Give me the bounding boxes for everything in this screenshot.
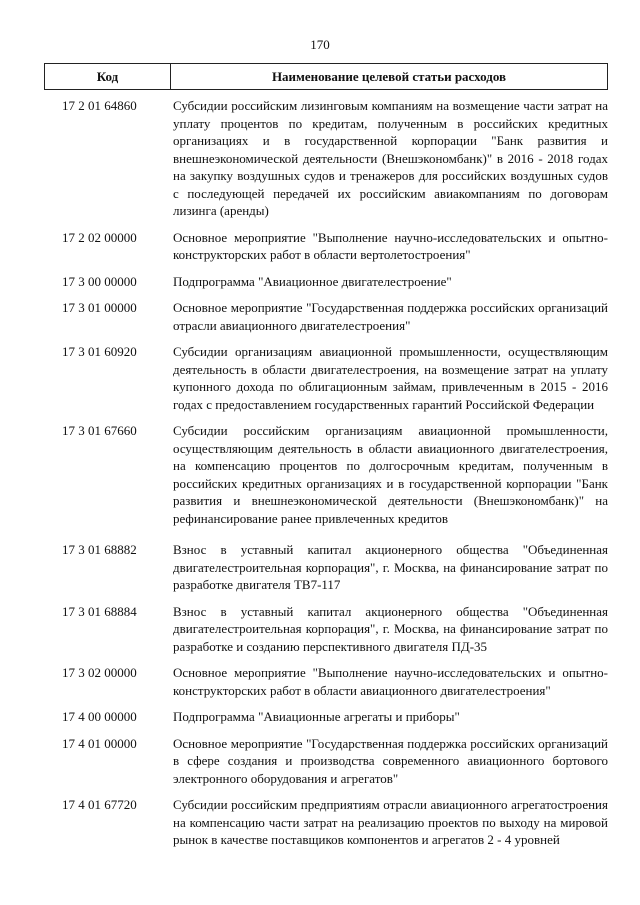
row-code: 17 3 00 00000	[62, 273, 137, 289]
row-code: 17 2 02 00000	[62, 229, 137, 245]
table-row	[62, 422, 608, 527]
row-name: Взнос в уставный капитал акционерного общества "Объединенная двигателестроительная корпорация", г. Москва, на финансирование затрат по разработке двигателя ТВ7-117	[173, 542, 608, 592]
column-header-code: Код	[45, 64, 171, 89]
table-body	[62, 97, 608, 858]
row-code: 17 3 01 67660	[62, 423, 137, 438]
row-name: Основное мероприятие "Государственная поддержка российских организаций в сфере создания и производства современного авиационного бортового электронного оборудования и агрегатов"	[173, 735, 608, 786]
table-row	[62, 664, 608, 699]
table-row	[62, 229, 608, 264]
row-name: Субсидии российским организациям авиационной промышленности, осуществляющим деятельность в области авиационного двигателестроения, на компенсацию процентов по долгосрочным кредитам, полученным в российских кредитных организациях и в государственной корпорации "Банк развития и внешнеэкономической деятельности (Внешэкономбанк)" на рефинансирование ранее привлеченных кредитов	[173, 423, 608, 526]
table-row	[62, 603, 608, 656]
table-row	[62, 299, 608, 334]
row-name: Основное мероприятие "Выполнение научно-исследовательских и опытно-конструкторских работ в области авиационного двигателестроения"	[173, 665, 608, 698]
row-name: Основное мероприятие "Государственная поддержка российских организаций отрасли авиационного двигателестроения"	[173, 300, 608, 333]
table-row	[62, 796, 608, 849]
table-row	[62, 343, 608, 413]
row-code: 17 3 01 68882	[62, 542, 137, 557]
table-header	[44, 63, 608, 90]
table-row	[62, 708, 608, 726]
table-row	[62, 735, 608, 788]
row-code: 17 3 01 00000	[62, 300, 137, 315]
row-code: 17 3 01 60920	[62, 344, 137, 359]
table-row	[62, 541, 608, 594]
row-code: 17 2 01 64860	[62, 98, 137, 113]
row-name: Подпрограмма "Авиационное двигателестроение"	[173, 273, 452, 289]
table-row	[62, 97, 608, 220]
page-number: 170	[310, 37, 330, 52]
row-code: 17 4 01 67720	[62, 797, 137, 812]
row-code: 17 4 00 00000	[62, 709, 137, 724]
table-row	[62, 273, 608, 291]
row-name: Основное мероприятие "Выполнение научно-исследовательских и опытно-конструкторских работ в области вертолетостроения"	[173, 229, 608, 262]
column-header-name: Наименование целевой статьи расходов	[271, 68, 507, 84]
row-code: 17 3 01 68884	[62, 603, 137, 619]
row-name: Субсидии организациям авиационной промышленности, осуществляющим деятельность в области двигателестроения, на возмещение затрат на уплату купонного дохода по облигационным займам, привлеченным в 2015 - 2016 годах с предоставлением государственных гарантий Российской Федерации	[173, 344, 608, 412]
row-name: Подпрограмма "Авиационные агрегаты и приборы"	[173, 709, 460, 724]
row-name: Взнос в уставный капитал акционерного общества "Объединенная двигателестроительная корпорация", г. Москва, на финансирование затрат по разработке и созданию перспективного двигателя ПД-35	[173, 603, 608, 654]
row-name: Субсидии российским лизинговым компаниям на возмещение части затрат на уплату процентов по кредитам, полученным в российских кредитных организациях и в государственной корпорации "Банк развития и внешнеэкономической деятельности (Внешэкономбанк)" в 2016 - 2018 годах на закупку воздушных судов и тренажеров для российских воздушных судов с последующей передачей их российским авиакомпаниям по договорам лизинга (аренды)	[173, 98, 608, 218]
row-code: 17 4 01 00000	[62, 735, 137, 751]
row-code: 17 3 02 00000	[62, 665, 137, 680]
row-name: Субсидии российским предприятиям отрасли авиационного агрегатостроения на компенсацию части затрат на реализацию проектов по выходу на мировой рынок в качестве поставщиков компонентов и агрегатов 2 - 4 уровней	[173, 797, 608, 847]
